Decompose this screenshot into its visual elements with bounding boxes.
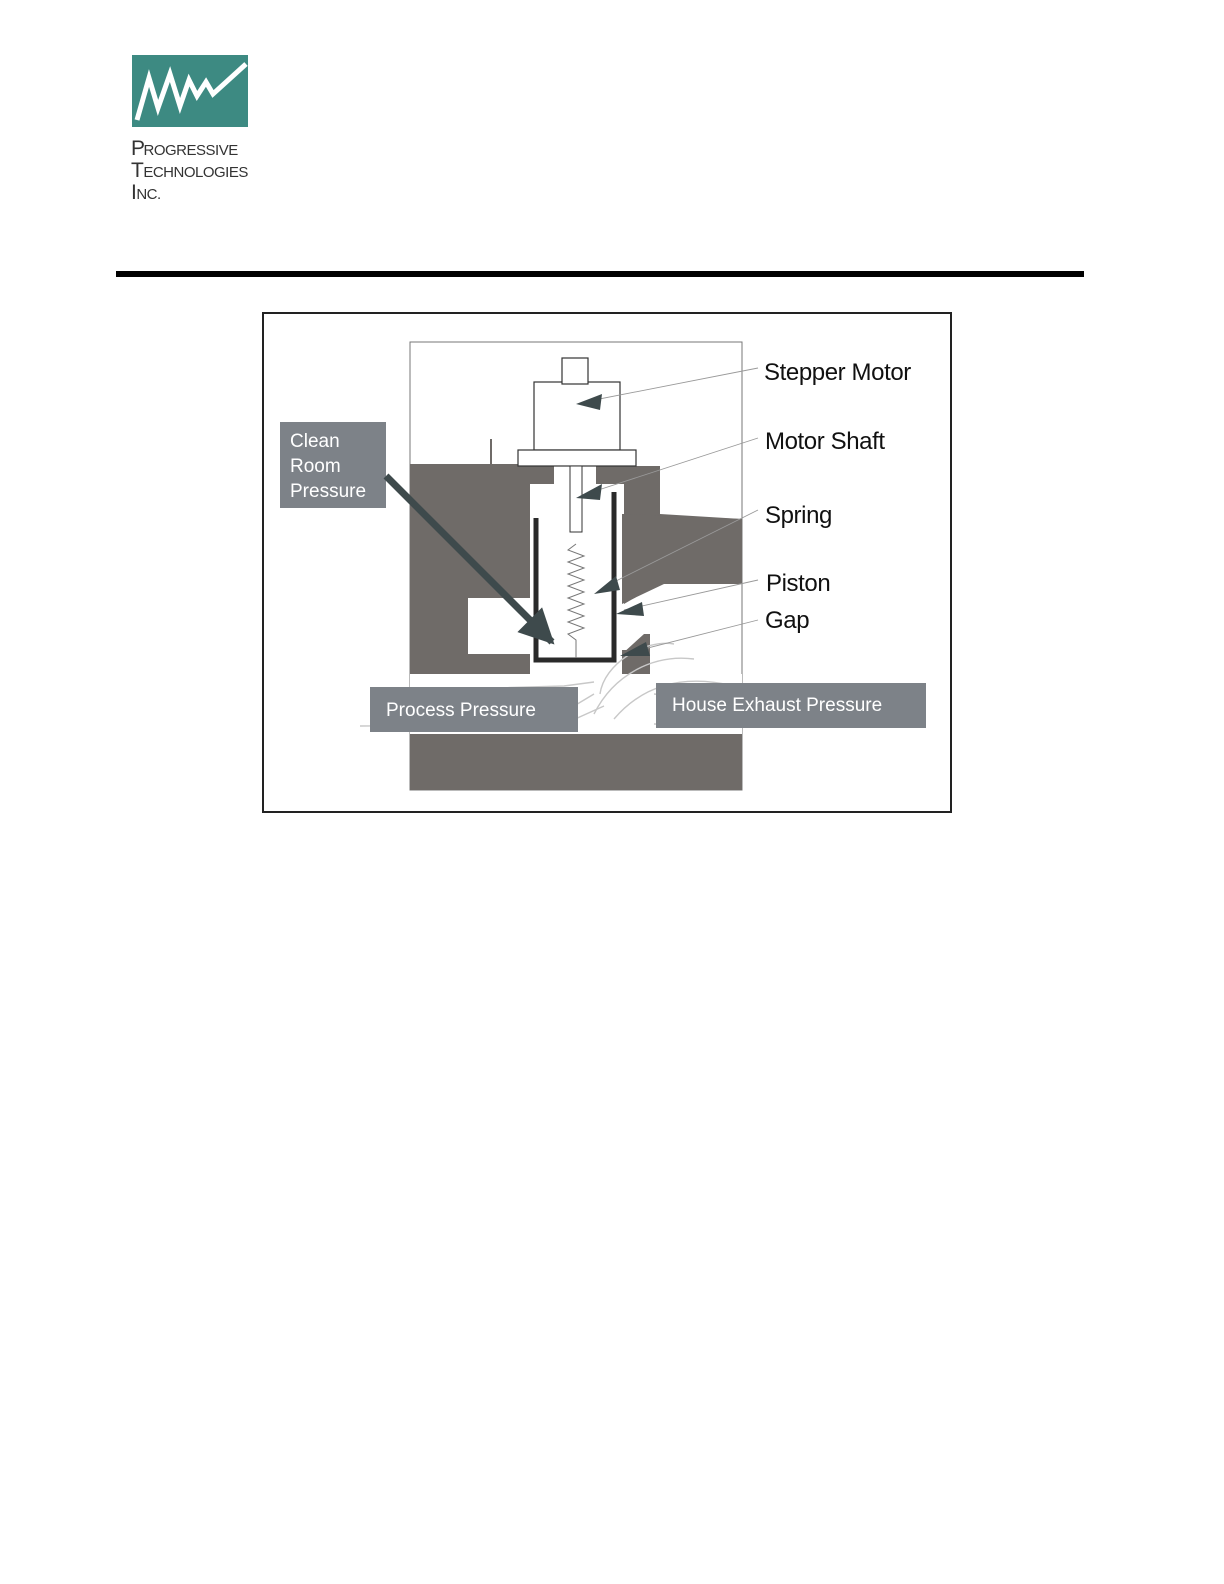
clean-room-label-line-2: Room (290, 456, 341, 477)
company-logo (131, 54, 271, 214)
gap-label: Gap (765, 607, 810, 634)
logo-line-3-text: INC. (131, 181, 161, 204)
motor-cap (562, 358, 588, 384)
motor-shaft (570, 466, 582, 532)
logo-line-1: PROGRESSIVE (131, 137, 238, 160)
logo-line-1-text: ROGRESSIVE (143, 142, 238, 159)
logo-line-2 (131, 160, 248, 181)
spring-label: Spring (765, 502, 832, 529)
valve-diagram-canvas (264, 314, 950, 811)
clean-room-label-line-1: Clean (290, 431, 340, 452)
logo-mark-icon (131, 54, 249, 128)
motor-shaft-label: Motor Shaft (765, 428, 885, 455)
motor-flange (518, 450, 636, 466)
house-exhaust-pressure-label: House Exhaust Pressure (672, 695, 883, 716)
clean-room-label-line-3: Pressure (290, 481, 367, 502)
piston-label: Piston (766, 570, 831, 597)
logo-line-3 (131, 182, 161, 203)
stepper-motor-label: Stepper Motor (764, 359, 911, 386)
header-rule (116, 271, 1084, 277)
valve-diagram (262, 312, 952, 813)
logo-line-2-text: TECHNOLOGIES (131, 159, 248, 182)
process-pressure-label: Process Pressure (386, 700, 536, 721)
stepper-motor (534, 382, 620, 450)
